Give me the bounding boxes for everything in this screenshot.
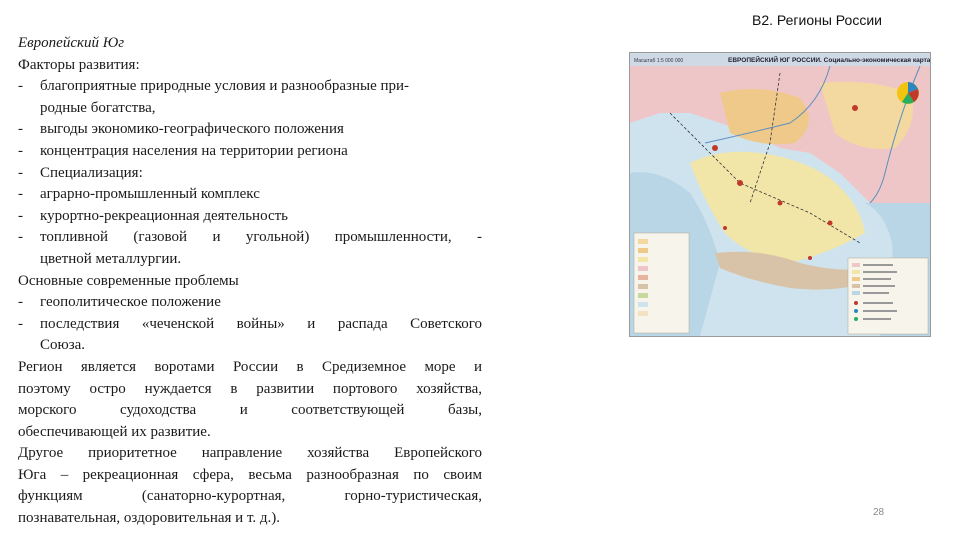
list-item: - аграрно-промышленный комплекс — [18, 184, 482, 206]
list-item — [18, 335, 482, 357]
map-city-marker — [852, 105, 858, 111]
paragraph-line: поэтому остро нуждается в развитии портового хозяйства, — [18, 380, 482, 397]
map-city-marker — [712, 145, 718, 151]
list-item-text: родные богатства, — [40, 99, 156, 116]
list-item-text: аграрно-промышленный комплекс — [40, 186, 260, 203]
list-item: - Специализация: — [18, 163, 482, 185]
region-map-image — [629, 52, 931, 337]
text-block — [18, 33, 482, 530]
paragraph-line: функциям (санаторно-курортная, горно-туристическая, — [18, 488, 482, 505]
list-item: - выгоды экономико-географического положения — [18, 119, 482, 141]
map-legend — [848, 258, 928, 334]
region-heading: Европейский Юг — [18, 35, 125, 51]
list-item — [18, 98, 482, 120]
map-sea-azov — [650, 127, 703, 163]
paragraph-line: Другое приоритетное направление хозяйства Европейского — [18, 445, 482, 462]
paragraph-line: познавательная, оздоровительная и т. д.). — [18, 510, 281, 527]
map-city-marker — [828, 221, 833, 226]
list-item: - концентрация населения на территории региона — [18, 141, 482, 163]
list-item: - геополитическое положение — [18, 292, 482, 314]
list-item: - курортно-рекреационная деятельность — [18, 206, 482, 228]
list-item-text: топливной (газовой и угольной) промышленности, - — [40, 229, 482, 246]
map-region-rostov — [720, 89, 809, 144]
map-city-marker — [778, 201, 783, 206]
map-pie-chart — [897, 82, 919, 104]
factors-title: Факторы развития: — [18, 56, 140, 73]
list-item-text: благоприятные природные условия и разнообразные при- — [40, 78, 410, 95]
list-item-text: Союза. — [40, 337, 86, 354]
map-graphic — [630, 53, 930, 336]
map-city-marker — [723, 226, 727, 230]
list-item-text: концентрация населения на территории региона — [40, 142, 348, 159]
map-title: ЕВРОПЕЙСКИЙ ЮГ РОССИИ. Социально-экономическая карта — [728, 57, 930, 64]
list-item-text: цветной металлургии. — [40, 250, 182, 267]
slide-title: В2. Регионы России — [752, 12, 882, 28]
list-item: - топливной (газовой и угольной) промышленности, - — [18, 227, 482, 249]
paragraph-line: морского судоходства и соответствующей базы, — [18, 402, 482, 419]
map-city-marker — [737, 180, 743, 186]
list-item-text: геополитическое положение — [40, 294, 221, 311]
list-item-text: последствия «чеченской войны» и распада Советского — [40, 315, 482, 332]
paragraph-line: Регион является воротами России в Средиземное море и — [18, 358, 482, 375]
list-item-text: выгоды экономико-географического положения — [40, 121, 344, 138]
map-scale-label: Масштаб 1:5 000 000 — [634, 58, 684, 64]
map-city-marker — [808, 256, 812, 260]
problems-title: Основные современные проблемы — [18, 272, 239, 289]
specialization-title: Специализация: — [40, 164, 143, 181]
list-item — [18, 249, 482, 271]
paragraph-line: Юга – рекреационная сфера, весьма разнообразная по своим — [18, 466, 482, 483]
page-number: 28 — [873, 507, 885, 518]
list-item: - благоприятные природные условия и разнообразные при- — [18, 76, 482, 98]
paragraph-line: обеспечивающей их развитие. — [18, 423, 211, 440]
list-item-text: курортно-рекреационная деятельность — [40, 207, 288, 224]
list-item: - последствия «чеченской войны» и распада Советского — [18, 314, 482, 336]
